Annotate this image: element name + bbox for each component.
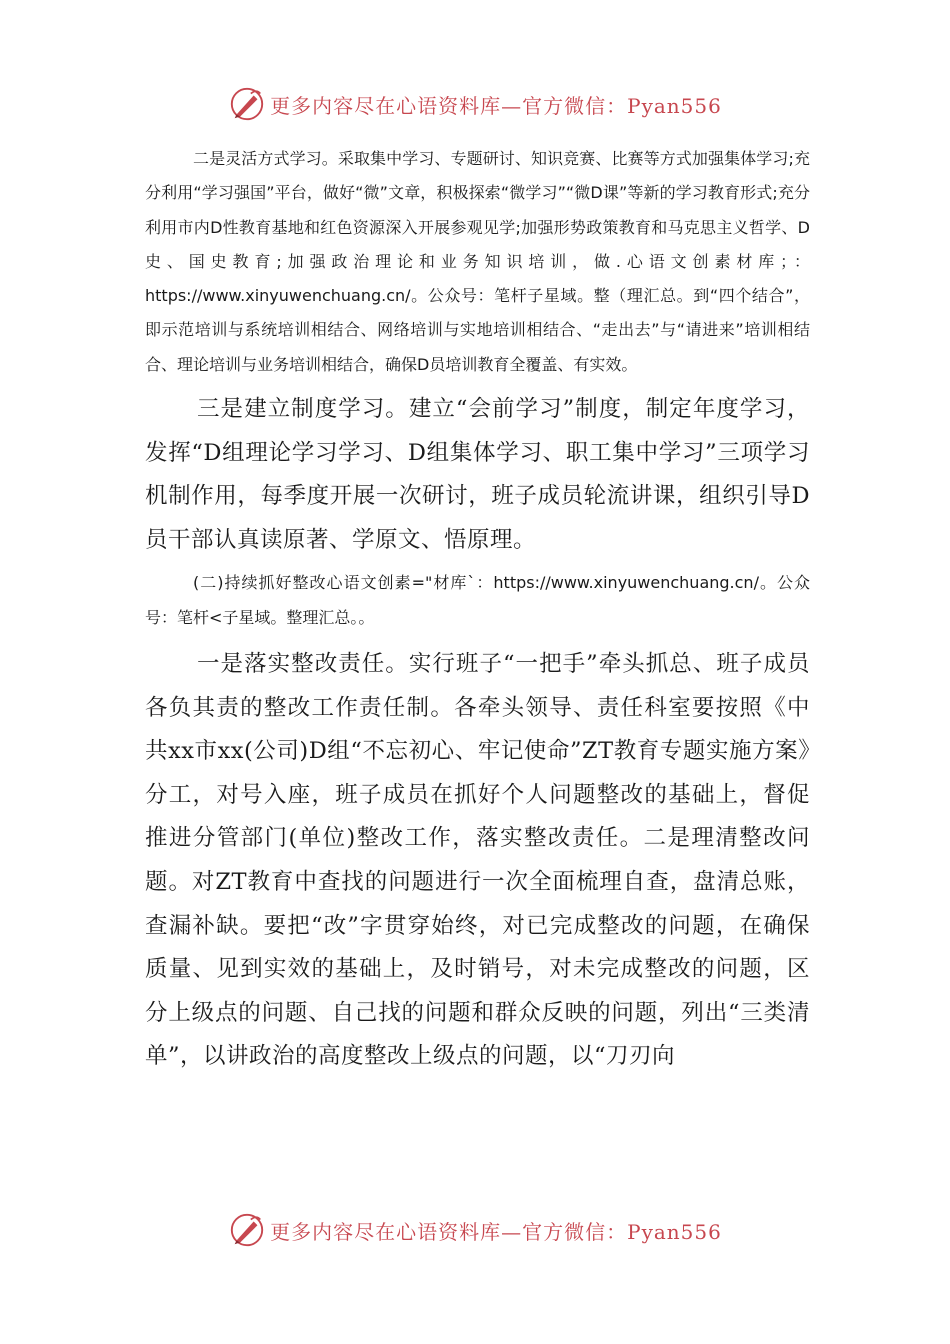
paragraph-rectification-responsibility: 一是落实整改责任。实行班子“一把手”牵头抓总、班子成员各负其责的整改工作责任制。各牵头领导、责任科室要按照《中共xx市xx(公司)D组“不忘初心、牢记使命”ZT教育专题实施方案》分工，对号入座，班子成员在抓好个人问题整改的基础上，督促推进分管部门(单位)整改工作，落实整改责任。二是理清整改问题。对ZT教育中查找的问题进行一次全面梳理自查，盘清总账，查漏补缺。要把“改”字贯穿始终，对已完成整改的问题，在确保质量、见到实效的基础上，及时销号，对未完成整改的问题，区分上级点的问题、自己找的问题和群众反映的问题，列出“三类清单”，以讲政治的高度整改上级点的问题，以“刀刃向 <box>145 651 810 1070</box>
header-banner-text: 更多内容尽在心语资料库—官方微信：Pyan556 <box>270 93 722 118</box>
pen-logo-icon <box>228 85 266 123</box>
footer-banner <box>0 1208 950 1252</box>
paragraph-institutional-learning: 三是建立制度学习。建立“会前学习”制度，制定年度学习，发挥“D组理论学习学习、D组集体学习、职工集中学习”三项学习机制作用，每季度开展一次研讨，班子成员轮流讲课，组织引导D员干部认真读原著、学原文、悟原理。 <box>145 396 810 553</box>
section-heading-rectification: (二)持续抓好整改心语文创素="材库`：https://www.xinyuwenchuang.cn/。公众号：笔杆<子星域。整理汇总。。 <box>145 573 810 627</box>
header-banner <box>0 82 950 126</box>
pen-logo-icon <box>228 1211 266 1249</box>
document-body <box>145 142 810 1079</box>
paragraph-flexible-learning: 二是灵活方式学习。采取集中学习、专题研讨、知识竞赛、比赛等方式加强集体学习;充分利用“学习强国”平台，做好“微”文章，积极探索“微学习”“微D课”等新的学习教育形式;充分利用市内D性教育基地和红色资源深入开展参观见学;加强形势政策教育和马克思主义哲学、D史、国史教育;加强政治理论和业务知识培训，做.心语文创素材库；：https://www.xinyuwenchuang.cn/。公众号：笔杆子星域。整（理汇总。到“四个结合”，即示范培训与系统培训相结合、网络培训与实地培训相结合、“走出去”与“请进来”培训相结合、理论培训与业务培训相结合，确保D员培训教育全覆盖、有实效。 <box>145 149 810 374</box>
footer-banner-text: 更多内容尽在心语资料库—官方微信：Pyan556 <box>270 1219 722 1244</box>
